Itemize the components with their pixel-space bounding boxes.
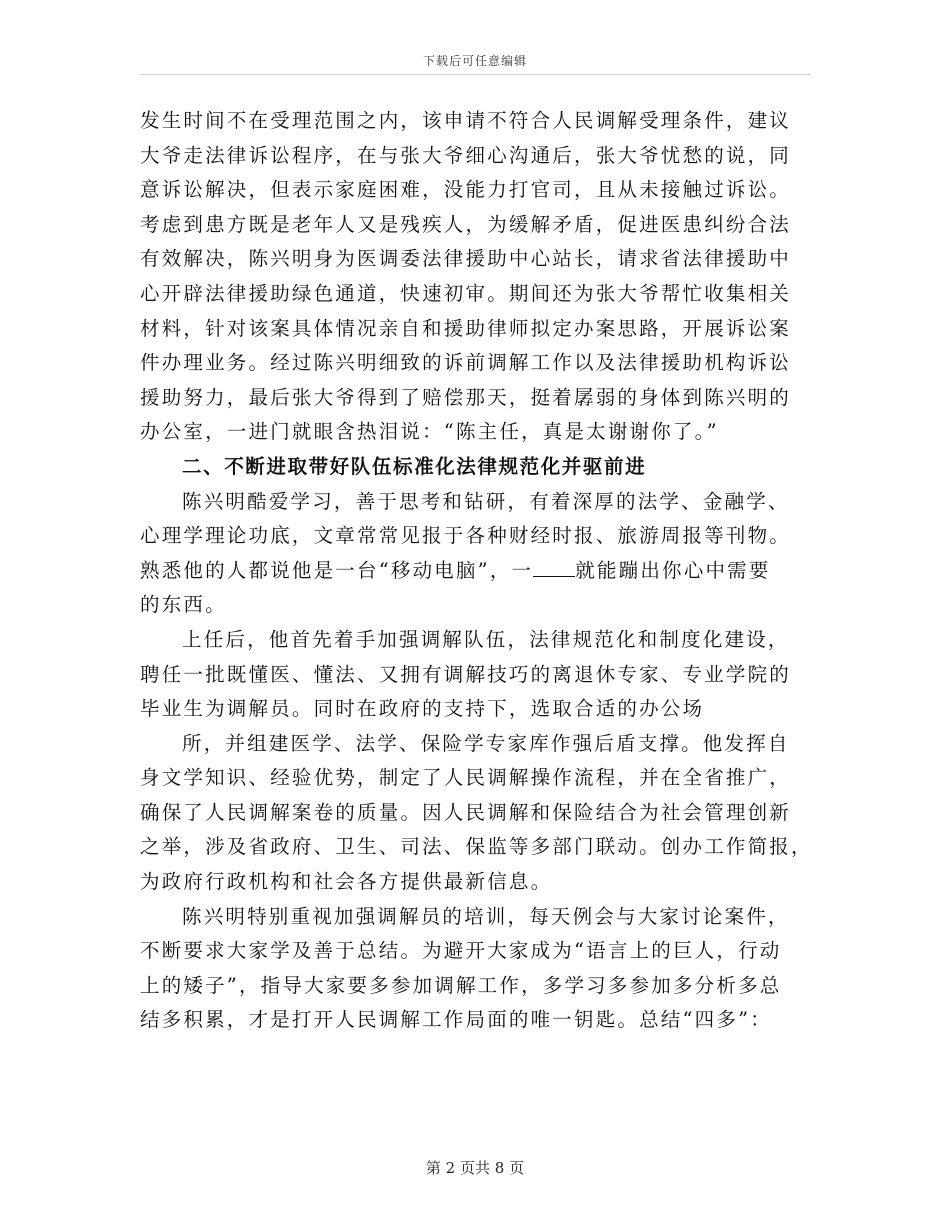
section-heading: 二、不断进取带好队伍标准化法律规范化并驱前进 xyxy=(182,454,647,478)
text-line: 不断要求大家学及善于总结。为避开大家成为“语言上的巨人，行动 xyxy=(140,939,782,963)
text-line: 有效解决，陈兴明身为医调委法律援助中心站长，请求省法律援助中 xyxy=(140,247,792,271)
text-line: 毕业生为调解员。同时在政府的支持下，选取合适的办公场 xyxy=(140,697,705,721)
text-line: 考虑到患方既是老年人又是残疾人，为缓解矛盾，促进医患纠纷合法 xyxy=(140,212,792,236)
text-line: 身文学知识、经验优势，制定了人民调解操作流程，并在全省推广， xyxy=(140,766,792,790)
text-line: 陈兴明酷爱学习，善于思考和钻研，有着深厚的法学、金融学、 xyxy=(182,489,790,513)
text-line: 意诉讼解决，但表示家庭困难，没能力打官司，且从未接触过诉讼。 xyxy=(140,178,792,202)
text-line: 援助努力，最后张大爷得到了赔偿那天，挺着孱弱的身体到陈兴明的 xyxy=(140,385,792,409)
text-segment: 就能蹦出你心中需要 xyxy=(575,558,771,582)
text-line: 陈兴明特别重视加强调解员的培训，每天例会与大家讨论案件， xyxy=(182,904,790,928)
text-line: 上任后，他首先着手加强调解队伍，法律规范化和制度化建设， xyxy=(182,627,790,651)
page-header: 下载后可任意编辑 xyxy=(422,54,527,68)
header-divider xyxy=(140,74,810,75)
text-line: 上的矮子”，指导大家要多参加调解工作，多学习多参加多分析多总 xyxy=(140,973,782,997)
text-segment: 熟悉他的人都说他是一台“移动电脑”，一 xyxy=(140,558,534,582)
text-line: 心理学理论功底，文章常常见报于各种财经时报、旅游周报等刊物。 xyxy=(140,524,792,548)
page-footer: 第 2 页共 8 页 xyxy=(425,1159,525,1177)
text-line: 发生时间不在受理范围之内，该申请不符合人民调解受理条件，建议 xyxy=(140,109,792,132)
text-line: 心开辟法律援助绿色通道，快速初审。期间还为张大爷帮忙收集相关 xyxy=(140,281,792,305)
text-line: 的东西。 xyxy=(140,593,227,617)
text-line: 所，并组建医学、法学、保险学专家库作强后盾支撑。他发挥自 xyxy=(182,731,790,755)
fill-blank xyxy=(533,558,575,577)
text-line: 大爷走法律诉讼程序，在与张大爷细心沟通后，张大爷忧愁的说，同 xyxy=(140,143,792,167)
text-line: 材料，针对该案具体情况亲自和援助律师拟定办案思路，开展诉讼案 xyxy=(140,316,792,340)
text-line: 之举，涉及省政府、卫生、司法、保监等多部门联动。创办工作简报， xyxy=(140,835,813,859)
text-line: 件办理业务。经过陈兴明细致的诉前调解工作以及法律援助机构诉讼 xyxy=(140,351,792,375)
document-body xyxy=(140,104,813,1038)
text-line: 为政府行政机构和社会各方提供最新信息。 xyxy=(140,870,553,894)
text-line: 确保了人民调解案卷的质量。因人民调解和保险结合为社会管理创新 xyxy=(140,800,792,824)
text-line-with-blank xyxy=(140,554,805,589)
text-line: 办公室，一进门就眼含热泪说：“陈主任，真是太谢谢你了。” xyxy=(140,420,719,444)
text-line: 聘任一批既懂医、懂法、又拥有调解技巧的离退休专家、专业学院的 xyxy=(140,662,792,686)
text-line: 结多积累，才是打开人民调解工作局面的唯一钥匙。总结“四多”： xyxy=(140,1008,772,1032)
